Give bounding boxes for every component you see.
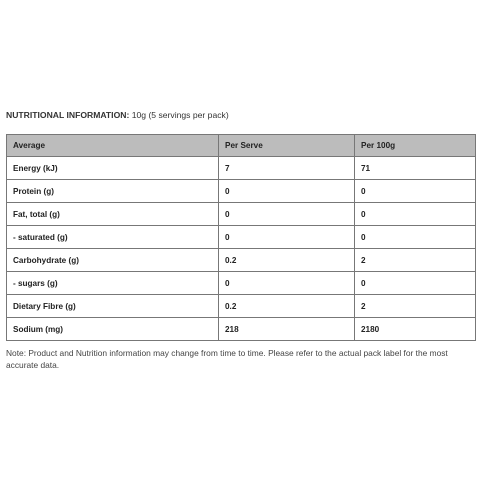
per-serve-value: 0.2	[219, 295, 355, 318]
row-label: Sodium (mg)	[7, 318, 219, 341]
heading-title: NUTRITIONAL INFORMATION:	[6, 110, 130, 120]
per-100g-value: 0	[355, 203, 476, 226]
per-100g-value: 2	[355, 295, 476, 318]
table-row	[7, 272, 476, 295]
table-row	[7, 226, 476, 249]
per-100g-value: 0	[355, 272, 476, 295]
per-100g-value: 2	[355, 249, 476, 272]
table-row	[7, 180, 476, 203]
per-serve-value: 0	[219, 272, 355, 295]
row-label: Dietary Fibre (g)	[7, 295, 219, 318]
nutrition-table	[6, 134, 476, 341]
per-serve-value: 0	[219, 180, 355, 203]
per-100g-value: 0	[355, 180, 476, 203]
per-serve-value: 0	[219, 226, 355, 249]
table-row	[7, 203, 476, 226]
table-row	[7, 318, 476, 341]
per-100g-value: 71	[355, 157, 476, 180]
row-label: - sugars (g)	[7, 272, 219, 295]
row-label: Protein (g)	[7, 180, 219, 203]
table-header-row	[7, 135, 476, 157]
row-label: - saturated (g)	[7, 226, 219, 249]
row-label: Fat, total (g)	[7, 203, 219, 226]
per-100g-value: 0	[355, 226, 476, 249]
disclaimer-note: Note: Product and Nutrition information may change from time to time. Please refer to the actual pack label for the most accurate data.	[6, 348, 448, 370]
row-label: Carbohydrate (g)	[7, 249, 219, 272]
per-serve-value: 0	[219, 203, 355, 226]
table-row	[7, 157, 476, 180]
row-label: Energy (kJ)	[7, 157, 219, 180]
header-per-100g: Per 100g	[355, 135, 476, 157]
per-100g-value: 2180	[355, 318, 476, 341]
table-row	[7, 295, 476, 318]
heading-serving-info: 10g (5 servings per pack)	[129, 110, 229, 120]
per-serve-value: 0.2	[219, 249, 355, 272]
table-row	[7, 249, 476, 272]
header-average: Average	[7, 135, 219, 157]
per-serve-value: 7	[219, 157, 355, 180]
header-per-serve: Per Serve	[219, 135, 355, 157]
nutrition-heading	[6, 110, 229, 121]
per-serve-value: 218	[219, 318, 355, 341]
